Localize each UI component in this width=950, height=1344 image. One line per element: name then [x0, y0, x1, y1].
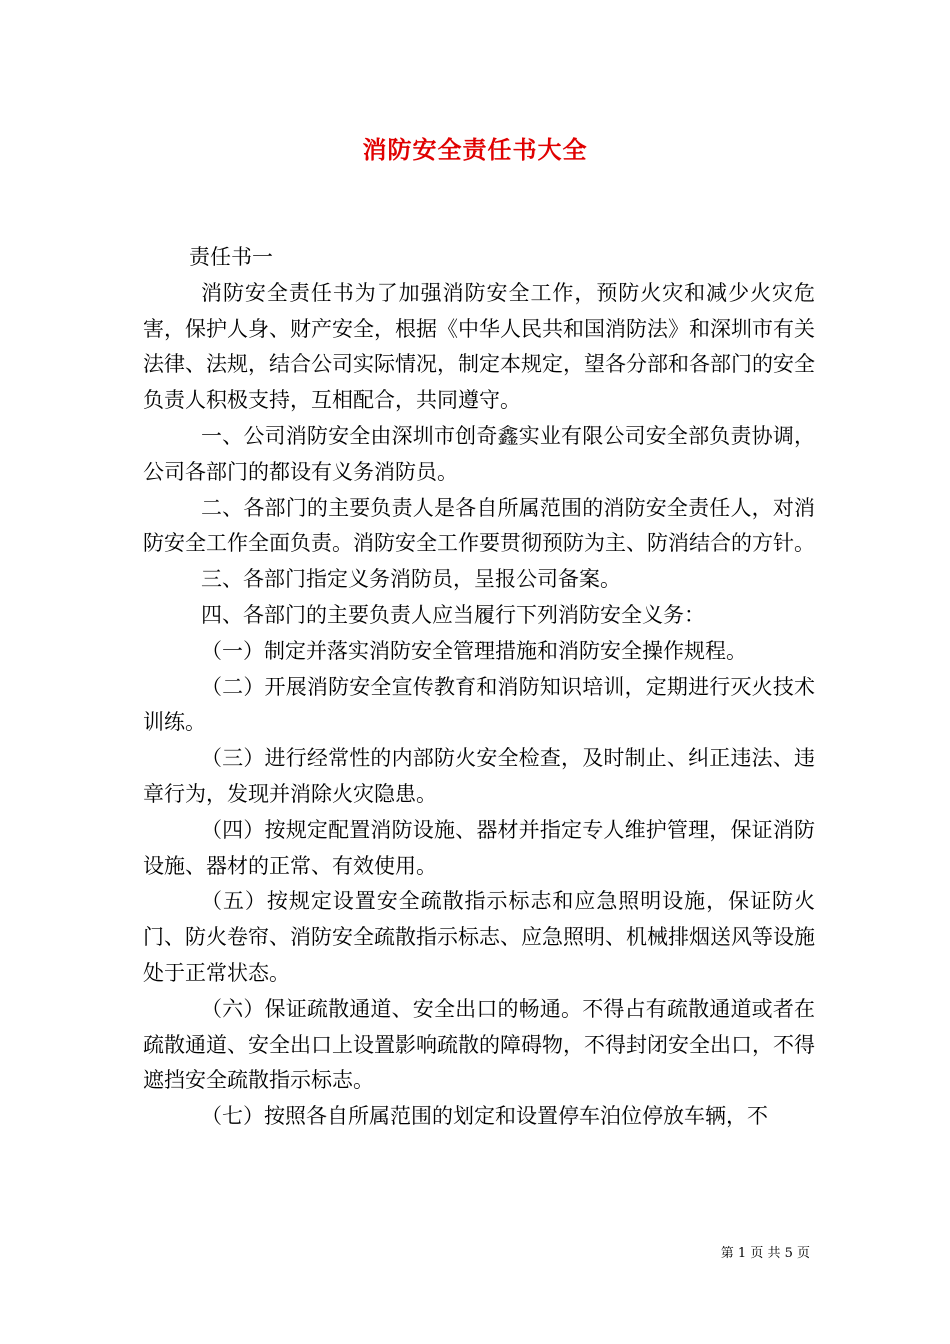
paragraph-subitem-2: （二）开展消防安全宣传教育和消防知识培训，定期进行灭火技术训练。 — [143, 674, 815, 735]
paragraph-subitem-5: （五）按规定设置安全疏散指示标志和应急照明设施，保证防火门、防火卷帘、消防安全疏散指示标志、应急照明、机械排烟送风等设施处于正常状态。 — [143, 889, 815, 985]
page-number: 第 1 页 共 5 页 — [720, 1246, 810, 1261]
document-body — [143, 240, 815, 1135]
paragraph-subitem-1: （一）制定并落实消防安全管理措施和消防安全操作规程。 — [201, 638, 747, 663]
document-title: 消防安全责任书大全 — [362, 135, 588, 164]
paragraph-subitem-7: （七）按照各自所属范围的划定和设置停车泊位停放车辆，不 — [201, 1104, 768, 1129]
paragraph-subitem-6: （六）保证疏散通道、安全出口的畅通。不得占有疏散通道或者在疏散通道、安全出口上设置影响疏散的障碍物，不得封闭安全出口，不得遮挡安全疏散指示标志。 — [143, 996, 815, 1093]
paragraph-subitem-3: （三）进行经常性的内部防火安全检查，及时制止、纠正违法、违章行为，发现并消除火灾隐患。 — [143, 746, 815, 806]
paragraph-subitem-4: （四）按规定配置消防设施、器材并指定专人维护管理，保证消防设施、器材的正常、有效使用。 — [143, 817, 815, 878]
paragraph-intro: 消防安全责任书为了加强消防安全工作，预防火灾和减少火灾危害，保护人身、财产安全，根据《中华人民共和国消防法》和深圳市有关法律、法规，结合公司实际情况，制定本规定，望各分部和各部门的安全负责人积极支持，互相配合，共同遵守。 — [143, 280, 815, 413]
paragraph-item-2: 二、各部门的主要负责人是各自所属范围的消防安全责任人，对消防安全工作全面负责。消防安全工作要贯彻预防为主、防消结合的方针。 — [143, 495, 815, 556]
paragraph-item-3: 三、各部门指定义务消防员，呈报公司备案。 — [201, 567, 621, 592]
paragraph-item-1: 一、公司消防安全由深圳市创奇鑫实业有限公司安全部负责协调，公司各部门的都设有义务消防员。 — [143, 423, 815, 484]
paragraph-item-4: 四、各部门的主要负责人应当履行下列消防安全义务： — [201, 602, 705, 627]
section-heading: 责任书一 — [189, 245, 273, 269]
